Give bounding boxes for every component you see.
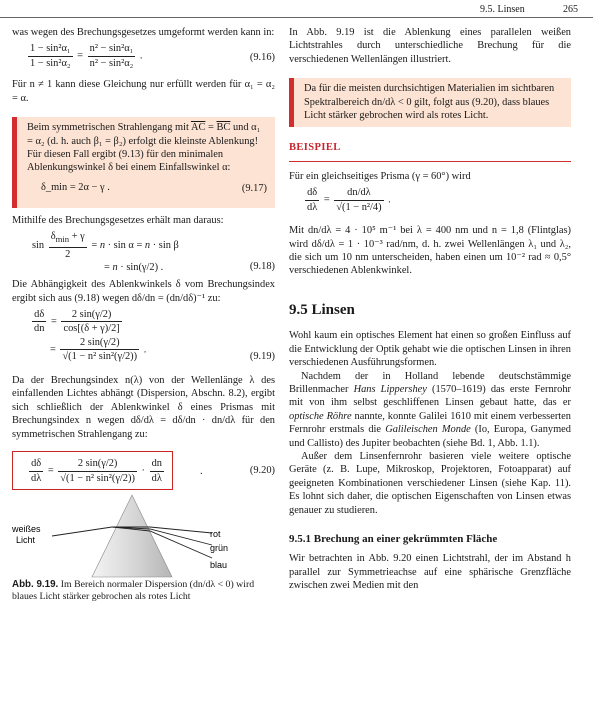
label-blue: blau bbox=[210, 560, 228, 571]
equation-number: (9.17) bbox=[241, 182, 267, 194]
label-red: rot bbox=[210, 529, 221, 540]
incoming-white-ray bbox=[52, 527, 112, 536]
label-green: grün bbox=[210, 543, 229, 554]
paragraph: In Abb. 9.19 ist die Ablenkung eines parallelen weißen Lichtstrahles durch unterschiedliche Brechung für die verschiedenen Wellenlängen illustriert. bbox=[289, 27, 571, 65]
equation-9-18: sin $\frac{\delta_{min} + \gamma}{2}$ = n · sin α = n · sin β = n · sin(γ/2) . (9.18) bbox=[32, 231, 275, 274]
paragraph: Mithilfe des Brechungsgesetzes erhält man daraus: bbox=[12, 214, 224, 226]
subsection-heading: 9.5.1 Brechung an einer gekrümmten Fläche bbox=[289, 532, 498, 545]
box-text: Beim symmetrischen Strahlengang mit $\overline{AC} = \overline{BC}$ und α₁ = α₂ (d. h. auch β₁ = β₂) erfolgt die kleinste Ablenkung! Für diesen Fall ergibt (9.13) für den minimalen Ablenkungswinkel δ bei einem Einfallswinkel α: bbox=[27, 122, 261, 174]
prism bbox=[92, 495, 172, 577]
running-head-section: 9.5. Linsen bbox=[480, 4, 525, 15]
equation-number: (9.16) bbox=[249, 52, 275, 64]
paragraph: Die Abhängigkeit des Ablenkwinkels δ vom Brechungsindex ergibt sich aus (9.18) wegen dδ/dn = (dn/dδ)⁻¹ zu: bbox=[12, 279, 275, 304]
left-column bbox=[12, 26, 275, 603]
running-head-rule bbox=[0, 17, 593, 18]
paragraph: Wohl kaum ein optisches Element hat einen so großen Einfluss auf die Entwicklung der Optik gehabt wie die optischen Linsen in ihren verschiedenen Ausführungsformen. bbox=[289, 330, 571, 369]
paragraph: Da der Brechungsindex n(λ) von der Wellenlänge λ des einfallenden Lichtes abhängt (Dispersion, Abschn. 8.2), ergibt sich schließlich der Ablenkwinkel δ eines Prismas mit Brechungsindex n wegen dδ/dλ = dδ/dn · dn/dλ für den symmetrischen Strahlengang zu: bbox=[12, 375, 275, 440]
figure-caption: Abb. 9.19. Im Bereich normaler Dispersion (dn/dλ < 0) wird blaues Licht stärker gebrochen als rotes Licht bbox=[12, 579, 255, 603]
section-heading: 9.5 Linsen bbox=[289, 301, 355, 318]
equation-number: (9.18) bbox=[249, 261, 275, 273]
page-number: 265 bbox=[563, 4, 578, 15]
equation-9-20: $\frac{d\delta}{d\lambda}$ = $\frac{2 \sin(\gamma/2)}{\text{√(1 − n² sin²(γ/2))}}$ · $\frac{dn}{d\lambda}$ . (9.20) bbox=[12, 451, 275, 489]
paragraph: Für n ≠ 1 kann diese Gleichung nur erfüllt werden für α₁ = α₂ = α. bbox=[12, 79, 275, 104]
paragraph: Mit dn/dλ = 4 · 10⁵ m⁻¹ bei λ = 400 nm und n = 1,8 (Flintglas) wird dδ/dλ = 1 · 10⁻³ rad/nm, d. h. zwei Wellenlängen λ₁ und λ₂, die sich um 10 nm unterscheiden, haben einen um 10⁻² rad ≈ 0,5° verschiedenen Ablenkwinkel. bbox=[289, 225, 571, 277]
equation-9-17: δ_min = 2α − γ . (9.17) bbox=[41, 181, 267, 194]
equation-9-16: $\frac{\text{1 − sin²α₁}}{\text{1 − sin²α₂}}$ = $\frac{\text{n² − sin²α₁}}{\text{n² − sin²α₂}}$ . (9.16) bbox=[30, 43, 275, 69]
label-white-light: weißes bbox=[12, 524, 41, 535]
paragraph: Wir betrachten in Abb. 9.20 einen Lichtstrahl, der im Abstand h parallel zur Symmetrieachse auf eine sphärische Grenzfläche zwischen zwei Medien mit den bbox=[289, 553, 571, 592]
box-text: Da für die meisten durchsichtigen Materialien im sichtbaren Spektralbereich dn/dλ < 0 gilt, folgt aus (9.20), dass blaues Licht stärker gebrochen wird als rotes Licht. bbox=[304, 83, 555, 122]
paragraph: was wegen des Brechungsgesetzes umgeformt werden kann in: bbox=[12, 27, 275, 38]
prism-dispersion-figure bbox=[12, 493, 275, 579]
paragraph: Für ein gleichseitiges Prisma (γ = 60°) wird bbox=[289, 170, 471, 182]
highlight-box bbox=[289, 78, 571, 127]
paragraph: Außer dem Linsenfernrohr basieren viele weitere optische Geräte (z. B. Lupe, Mikroskop, Projektoren, Fotoapparat) auf geeigneten Kombinationen verschiedener Linsen (siehe Kap. 11). Es lohnt sich daher, die optischen Eigenschaften von Linsen etwas genauer zu studieren. bbox=[289, 450, 571, 516]
paragraph: Nachdem der in Holland lebende deutschstämmige Brillenmacher Hans Lippershey (1570–1619) das erste Fernrohr mit von ihm selbst geschliffenen Linsen gebaut hatte, das er optische Röhre nannte, konnte Galilei 1610 mit einem verbesserten Fernrohr erstmals die Galileischen Monde (Io, Europa, Ganymed und Callisto) des Jupiter beobachten (siehe Bd. 1, Abb. 1.1). bbox=[289, 370, 571, 449]
example-heading: BEISPIEL bbox=[289, 142, 341, 154]
right-column bbox=[289, 26, 571, 593]
equation-number: (9.20) bbox=[249, 465, 275, 477]
example-equation: $\frac{d\delta}{d\lambda}$ = $\frac{dn/d\lambda}{\text{√(1 − n²/4)}}$ . bbox=[307, 187, 391, 213]
example-rule bbox=[289, 161, 571, 162]
label-white-light-2: Licht bbox=[16, 535, 36, 546]
equation-number: (9.19) bbox=[249, 351, 275, 363]
boxed-equation: $\frac{d\delta}{d\lambda}$ = $\frac{2 \sin(\gamma/2)}{\text{√(1 − n² sin²(γ/2))}}$ · $\frac{dn}{d\lambda}$ bbox=[12, 451, 173, 490]
highlight-box bbox=[12, 117, 275, 208]
equation-9-19: $\frac{d\delta}{dn}$ = $\frac{2 \sin(\gamma/2)}{\cos[(\delta + \gamma)/2]}$ = $\frac{2 \sin(\gamma/2)}{\text{√(1 − n² sin²(γ/2))}}$ . (9.19) bbox=[34, 309, 275, 363]
